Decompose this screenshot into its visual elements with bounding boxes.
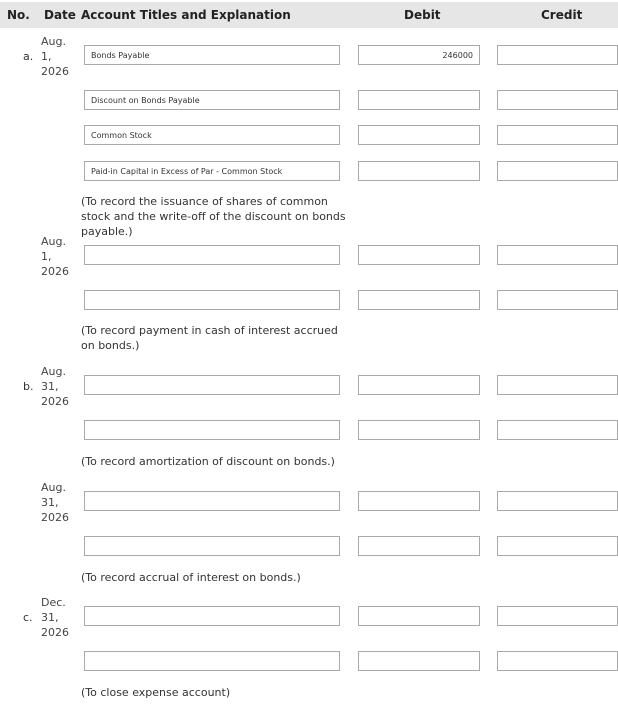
credit-input[interactable] — [497, 90, 618, 110]
debit-input[interactable] — [358, 125, 480, 145]
account-input[interactable] — [84, 606, 340, 626]
debit-input[interactable] — [358, 90, 480, 110]
entry-date: Aug. 1, 2026 — [41, 35, 69, 78]
header-no: No. — [7, 8, 30, 22]
account-input[interactable] — [84, 420, 340, 440]
credit-input[interactable] — [497, 161, 618, 181]
debit-input[interactable] — [358, 161, 480, 181]
account-input[interactable] — [84, 45, 340, 65]
debit-input[interactable] — [358, 375, 480, 395]
account-input[interactable] — [84, 90, 340, 110]
entry-label: b. — [23, 380, 34, 393]
account-input[interactable] — [84, 245, 340, 265]
entry-date: Aug. 31, 2026 — [41, 481, 69, 524]
account-input[interactable] — [84, 290, 340, 310]
debit-input[interactable] — [358, 45, 480, 65]
account-input[interactable] — [84, 651, 340, 671]
table-header — [0, 2, 618, 28]
entry-label: c. — [23, 611, 33, 624]
header-debit: Debit — [404, 8, 441, 22]
header-date: Date — [44, 8, 76, 22]
account-input[interactable] — [84, 491, 340, 511]
debit-input[interactable] — [358, 606, 480, 626]
entry-explanation: (To close expense account) — [81, 686, 231, 699]
entry-explanation: (To record the issuance of shares of common stock and the write-off of the discount on bonds payable.) — [81, 195, 346, 238]
credit-input[interactable] — [497, 45, 618, 65]
entry-date: Aug. 31, 2026 — [41, 365, 69, 408]
credit-input[interactable] — [497, 375, 618, 395]
entry-explanation: (To record accrual of interest on bonds.) — [81, 571, 301, 584]
credit-input[interactable] — [497, 606, 618, 626]
credit-input[interactable] — [497, 536, 618, 556]
debit-input[interactable] — [358, 536, 480, 556]
credit-input[interactable] — [497, 420, 618, 440]
entry-date: Dec. 31, 2026 — [41, 596, 69, 639]
debit-input[interactable] — [358, 245, 480, 265]
debit-input[interactable] — [358, 491, 480, 511]
debit-input[interactable] — [358, 420, 480, 440]
entry-explanation: (To record amortization of discount on bonds.) — [81, 455, 335, 468]
account-input[interactable] — [84, 536, 340, 556]
entry-explanation: (To record payment in cash of interest accrued on bonds.) — [81, 324, 338, 352]
credit-input[interactable] — [497, 290, 618, 310]
account-input[interactable] — [84, 125, 340, 145]
debit-input[interactable] — [358, 651, 480, 671]
header-account: Account Titles and Explanation — [81, 8, 291, 22]
entry-date: Aug. 1, 2026 — [41, 235, 69, 278]
header-credit: Credit — [541, 8, 583, 22]
debit-input[interactable] — [358, 290, 480, 310]
credit-input[interactable] — [497, 125, 618, 145]
account-input[interactable] — [84, 161, 340, 181]
credit-input[interactable] — [497, 491, 618, 511]
credit-input[interactable] — [497, 651, 618, 671]
account-input[interactable] — [84, 375, 340, 395]
entry-label: a. — [23, 50, 34, 63]
credit-input[interactable] — [497, 245, 618, 265]
